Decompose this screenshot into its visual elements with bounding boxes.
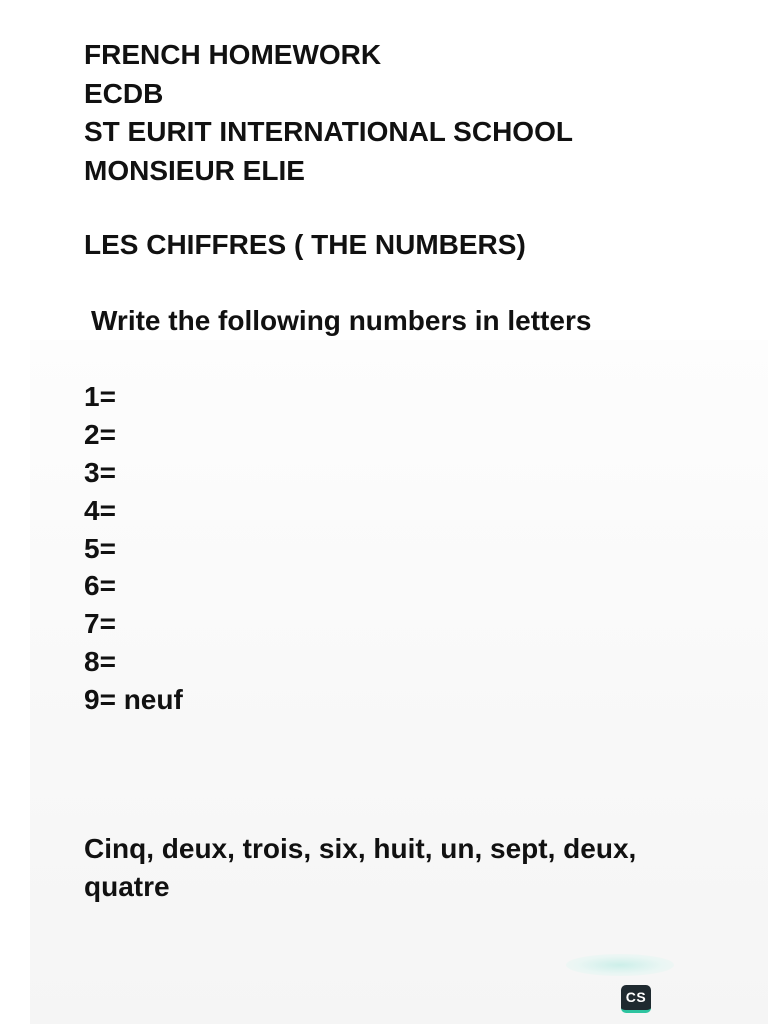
word-bank: Cinq, deux, trois, six, huit, un, sept, deux, quatre [84,833,637,902]
header-subject: FRENCH HOMEWORK [84,39,382,70]
camscanner-logo-icon: CS [621,985,651,1013]
scanner-glow [566,954,674,976]
exercise-item: 8= [84,646,116,678]
document-header [84,36,573,190]
header-class: ECDB [84,77,164,109]
header-school: ST EURIT INTERNATIONAL SCHOOL [84,116,573,147]
topic-title: LES CHIFFRES ( THE NUMBERS) [84,229,526,260]
exercise-list [84,378,183,719]
exercise-item: 2= [84,418,116,450]
exercise-item: 6= [84,570,116,602]
exercise-item: 9= neuf [84,684,183,716]
exercise-item: 7= [84,608,116,640]
exercise-item: 1= [84,381,116,412]
exercise-item: 5= [84,532,116,564]
exercise-item: 3= [84,456,116,488]
instruction-text: Write the following numbers in letters [91,305,592,336]
header-teacher: MONSIEUR ELIE [84,154,305,186]
exercise-item: 4= [84,494,116,526]
